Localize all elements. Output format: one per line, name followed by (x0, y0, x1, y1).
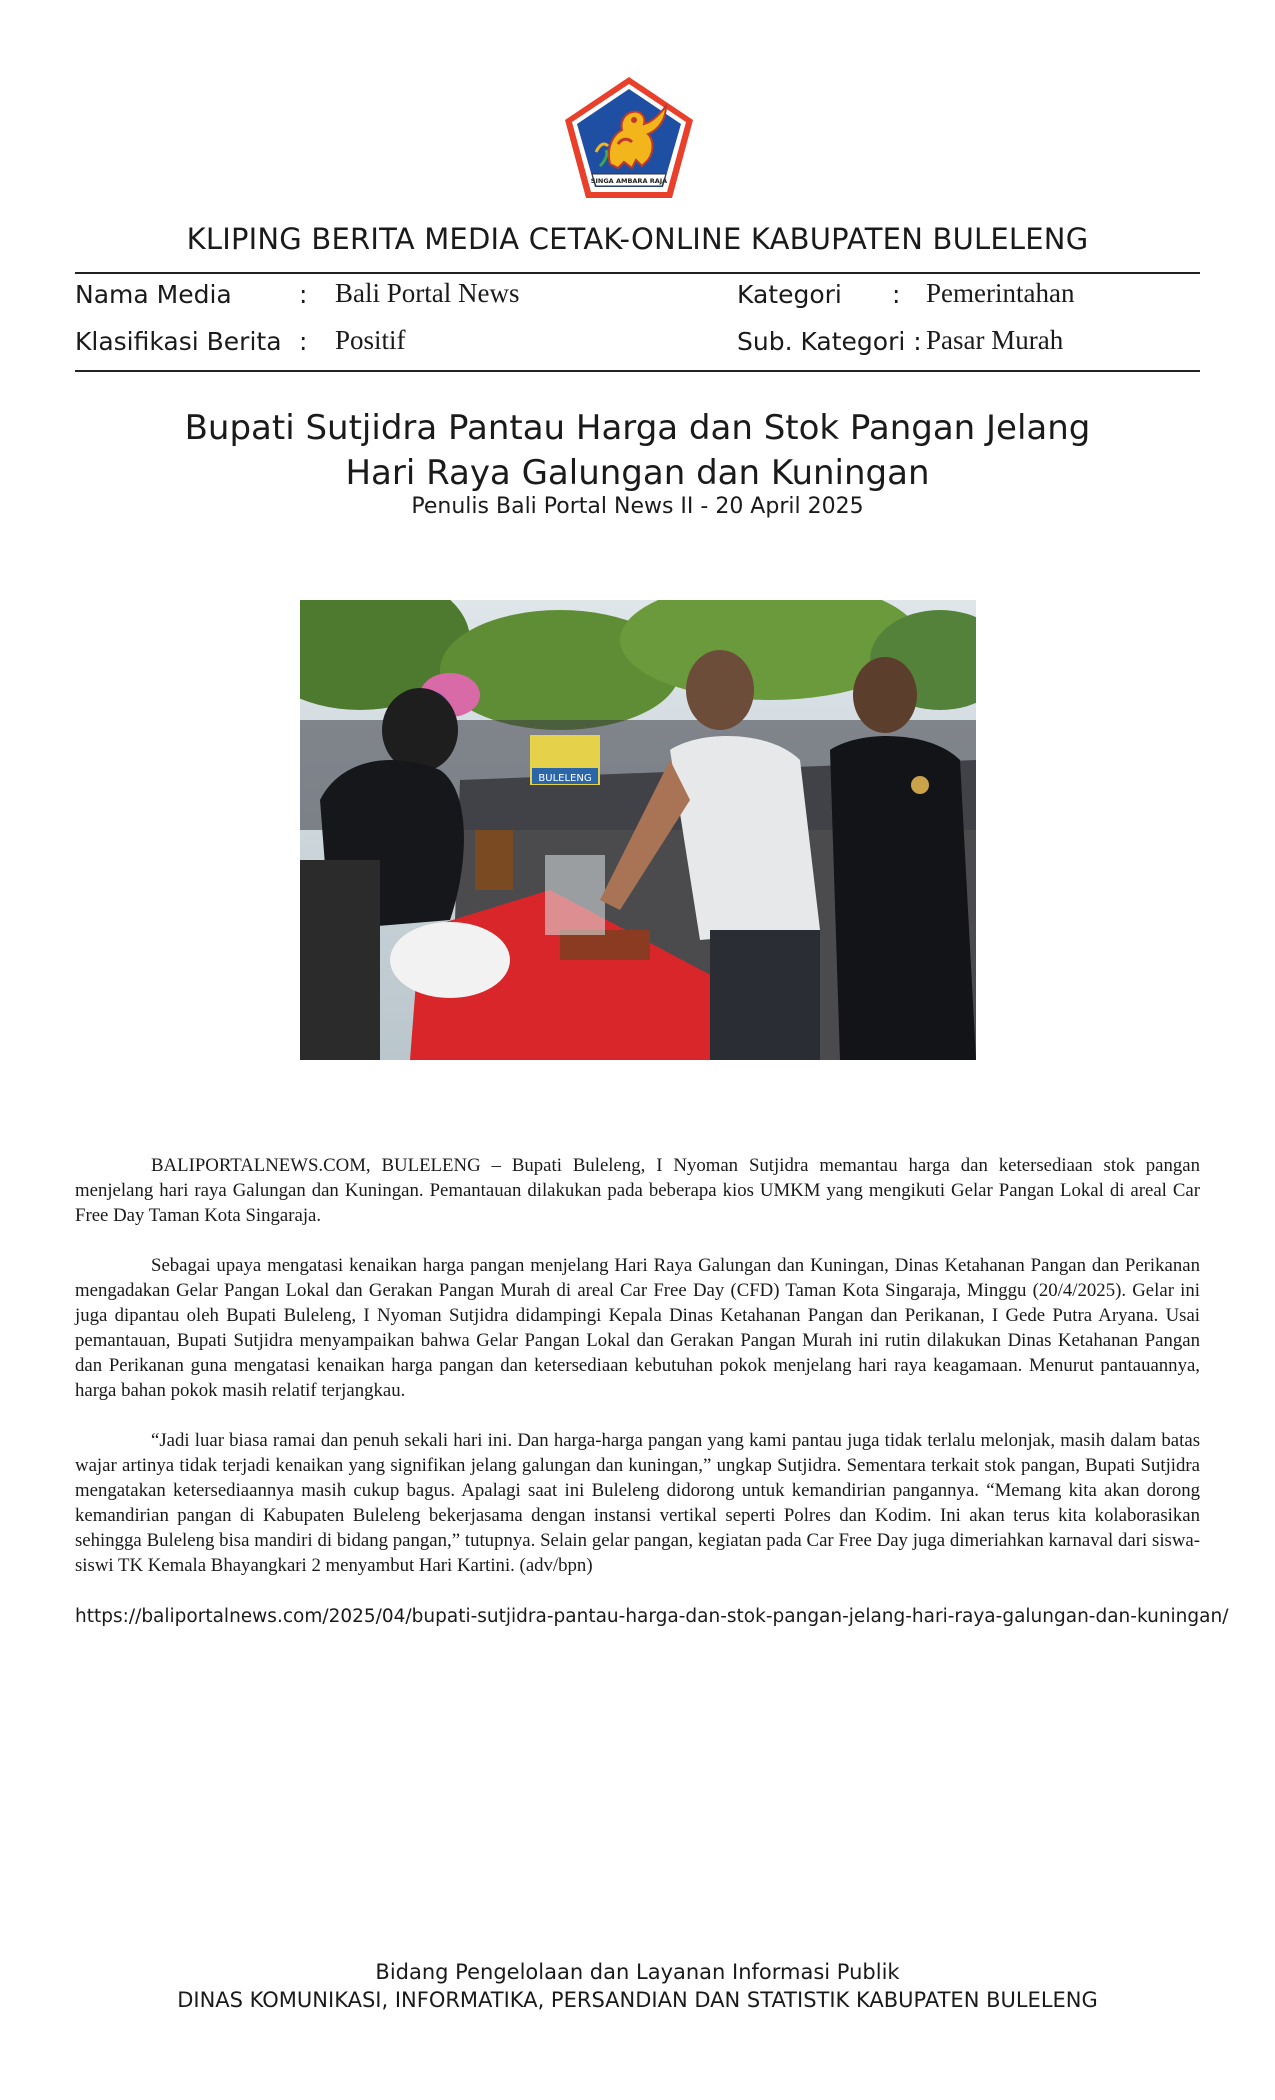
sub-kategori-label: Sub. Kategori : (737, 327, 922, 356)
crest-motto: SINGA AMBARA RAJA (590, 177, 668, 185)
colon: : (299, 280, 308, 309)
footer-department: Bidang Pengelolaan dan Layanan Informasi Publik (375, 1960, 900, 1984)
colon: : (299, 327, 308, 356)
nama-media-value: Bali Portal News (335, 278, 520, 308)
meta-row-2 (75, 325, 1200, 361)
article-paragraph: “Jadi luar biasa ramai dan penuh sekali hari ini. Dan harga-harga pangan yang kami pantau juga tidak terlalu melonjak, masih dalam batas wajar artinya tidak terjadi kenaikan yang signifikan jelang galungan dan kuningan,” ungkap Sutjidra. Sementara terkait stok pangan, Bupati Sutjidra mengatakan ketersediaannya masih cukup bagus. Apalagi saat ini Buleleng didorong untuk kemandirian pangannya. “Memang kita akan dorong kemandirian pangan di Kabupaten Buleleng bekerjasama dengan instansi vertikal seperti Polres dan Kodim. Ini akan terus kita kolaborasikan sehingga Buleleng bisa mandiri di bidang pangan,” tutupnya. Selain gelar pangan, kegiatan pada Car Free Day juga dimeriahkan karnaval dari siswa-siswi TK Kemala Bhayangkari 2 menyambut Hari Kartini. (adv/bpn) (75, 1430, 1200, 1576)
source-url-link[interactable]: https://baliportalnews.com/2025/04/bupati-sutjidra-pantau-harga-dan-stok-pangan-jelang-hari-raya-galungan-dan-kuningan/ (75, 1606, 1229, 1627)
header-divider-top (75, 272, 1200, 274)
article-paragraph: BALIPORTALNEWS.COM, BULELENG – Bupati Buleleng, I Nyoman Sutjidra memantau harga dan ketersediaan stok pangan menjelang hari raya Galungan dan Kuningan. Pemantauan dilakukan pada beberapa kios UMKM yang mengikuti Gelar Pangan Lokal di areal Car Free Day Taman Kota Singaraja. (75, 1155, 1200, 1226)
article-body (75, 1153, 1200, 1603)
colon: : (892, 280, 901, 309)
photo-banner-text: BULELENG (538, 773, 592, 784)
article-title-line2: Hari Raya Galungan dan Kuningan (345, 453, 930, 493)
footer-agency: DINAS KOMUNIKASI, INFORMATIKA, PERSANDIAN DAN STATISTIK KABUPATEN BULELENG (177, 1988, 1098, 2012)
klasifikasi-label: Klasifikasi Berita (75, 327, 282, 356)
kategori-label: Kategori (737, 280, 842, 309)
meta-row-1 (75, 278, 1200, 314)
article-paragraph: Sebagai upaya mengatasi kenaikan harga pangan menjelang Hari Raya Galungan dan Kuningan, Dinas Ketahanan Pangan dan Perikanan mengadakan Gelar Pangan Lokal dan Gerakan Pangan Murah di areal Car Free Day (CFD) Taman Kota Singaraja, Minggu (20/4/2025). Gelar ini juga dipantau oleh Bupati Buleleng, I Nyoman Sutjidra didampingi Kepala Dinas Ketahanan Pangan dan Perikanan, I Gede Putra Aryana. Usai pemantauan, Bupati Sutjidra menyampaikan bahwa Gelar Pangan Lokal dan Gerakan Pangan Murah ini rutin dilakukan Dinas Ketahanan Pangan dan Perikanan guna mengatasi kenaikan harga pangan dan ketersediaan kebutuhan pokok menjelang hari raya keagamaan. Menurut pantauannya, harga bahan pokok masih relatif terjangkau. (75, 1255, 1200, 1401)
kategori-value: Pemerintahan (926, 278, 1075, 308)
header-divider-bottom (75, 370, 1200, 372)
article-photo (300, 600, 976, 1060)
clipping-header-title: KLIPING BERITA MEDIA CETAK-ONLINE KABUPATEN BULELENG (186, 222, 1089, 256)
article-byline: Penulis Bali Portal News II - 20 April 2025 (411, 494, 864, 519)
klasifikasi-value: Positif (335, 325, 406, 355)
nama-media-label: Nama Media (75, 280, 232, 309)
buleleng-crest-icon (562, 74, 696, 202)
sub-kategori-value: Pasar Murah (926, 325, 1064, 355)
article-title-line1: Bupati Sutjidra Pantau Harga dan Stok Pangan Jelang (184, 408, 1091, 448)
